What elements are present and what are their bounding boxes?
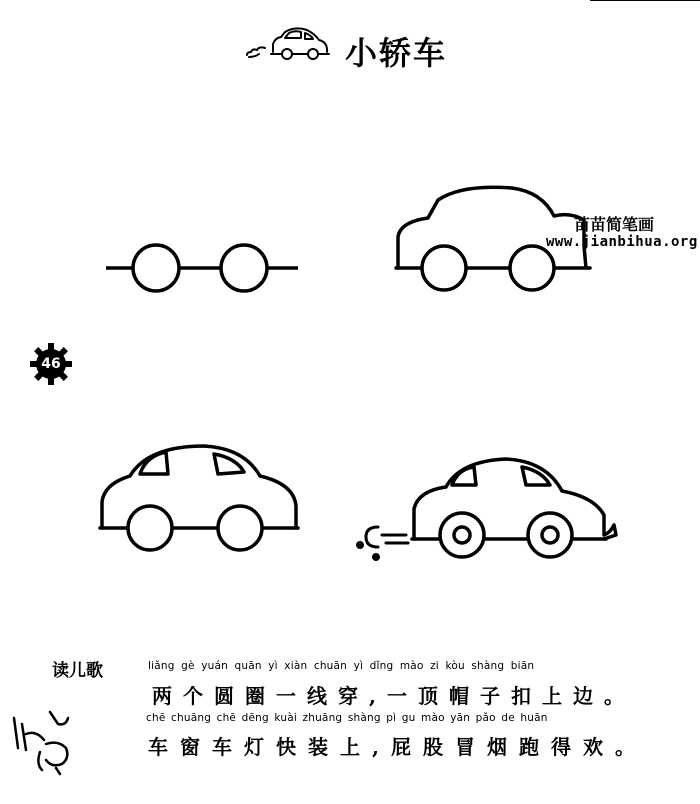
watermark-brand: 苗苗简笔画 — [574, 215, 655, 234]
step4-drawing — [356, 455, 626, 575]
top-edge-line — [590, 0, 700, 1]
page-header — [245, 24, 465, 74]
song-line1-pinyin: liǎng gè yuán quān yì xiàn chuān yì dǐng mào zi kòu shàng biān — [148, 660, 535, 672]
song-line1-text: 两个圆圈一线穿,一顶帽子扣上边。 — [152, 684, 635, 708]
title-car-icon — [245, 24, 335, 64]
child-drawing-icon — [6, 704, 76, 774]
song-line2-text: 车窗车灯快装上,屁股冒烟跑得欢。 — [148, 735, 647, 759]
page-number-badge — [30, 343, 72, 385]
step1-drawing — [104, 238, 304, 298]
page-number: 46 — [41, 356, 61, 372]
song-line2-pinyin: chē chuāng chē dēng kuài zhuāng shàng pì gu mào yān pǎo de huān — [146, 712, 548, 724]
page-title: 小轿车 — [345, 34, 448, 72]
smoke-puff-icon — [358, 527, 409, 560]
step3-drawing — [94, 440, 314, 570]
song-label: 读儿歌 — [52, 661, 103, 681]
watermark-url[interactable]: www.jianbihua.org — [546, 234, 698, 250]
